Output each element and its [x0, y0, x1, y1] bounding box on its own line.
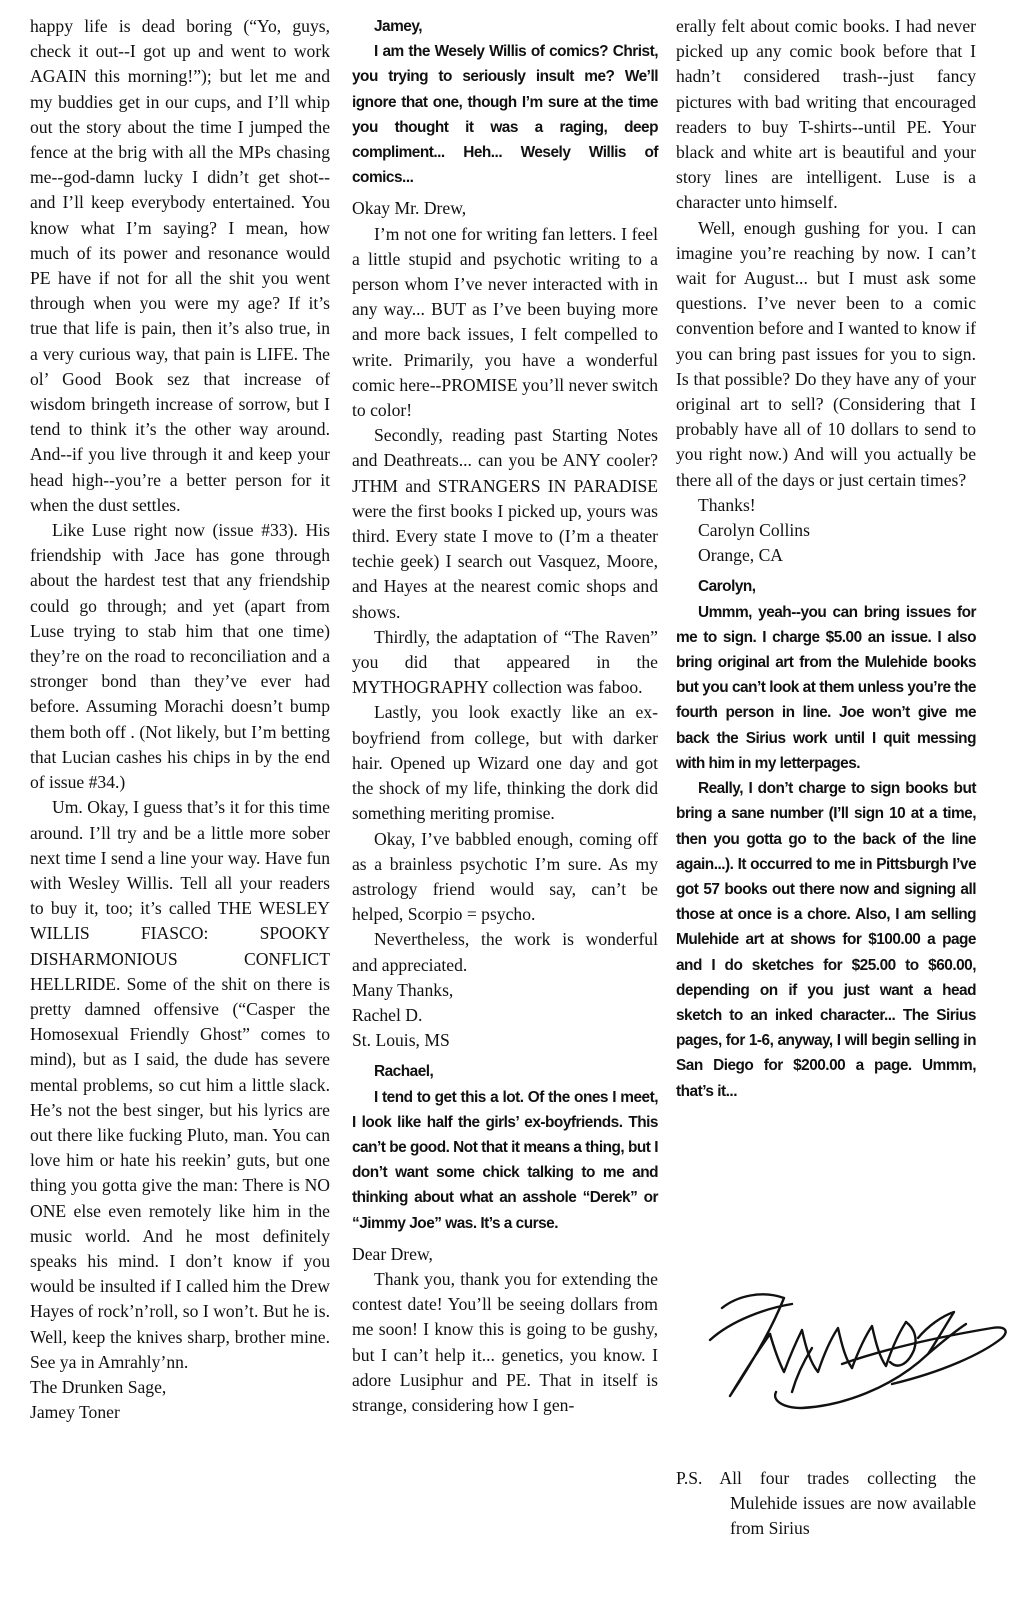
letter-paragraph: Like Luse right now (issue #33). His friendship with Jace has gone through about the hardest test that any friendship could go through; and yet (apart from Luse trying to stab him that one time) they’re on the road to reconciliation and a stronger bond than they’ve ever had before. Assuming Morachi doesn’t bump them both off . (Not likely, but I’m betting that Lucian cashes his chips in by the end of issue #34.)	[30, 520, 330, 793]
letter-signoff: The Drunken Sage,	[30, 1376, 167, 1397]
letter-paragraph: Secondly, reading past Starting Notes and Deathreats... can you be ANY cooler? JTHM and STRANGERS IN PARADISE were the first books I picked up, yours was third. Every state I move to (I’m a theater techie geek) I search out Vasquez, Moore, and Hayes at the nearest comic shops and shows.	[352, 425, 658, 622]
reply-salutation: Rachael,	[374, 1063, 434, 1081]
reply-salutation: Jamey,	[374, 18, 423, 35]
postscript-text: P.S. All four trades collecting the Mulehide issues are now available from Sirius	[676, 1468, 976, 1539]
letter-paragraph: Well, enough gushing for you. I can imagine you’re reaching by now. I can’t wait for August... but I must ask some questions. I’ve never been to a comic convention before and I wanted to know if you can bring past issues for you to sign. Is that possible? Do they have any of your original art to sell? (Considering that I probably have all of 10 dollars to send to you right now.) And will you actually be there all of the days or just certain times?	[676, 217, 976, 490]
letter-author: Carolyn Collins	[698, 520, 810, 541]
letter-paragraph: Thirdly, the adaptation of “The Raven” you did that appeared in the MYTHOGRAPHY collection was faboo.	[352, 626, 658, 698]
reply-body: Ummm, yeah--you can bring issues for me to sign. I charge $5.00 an issue. I also bring original art from the Mulehide books but you can’t look at them unless you’re the fourth person in line. Joe won’t give me back the Sirius work until I quit messing with him in my letterpages.	[676, 603, 976, 772]
reply-body: I tend to get this a lot. Of the ones I meet, I look like half the girls’ ex-boyfriends. This can’t be good. Not that it means a thing, but I don’t want some chick talking to me and thinking about what an asshole “Derek” or “Jimmy Joe” was. It’s a curse.	[352, 1088, 658, 1232]
letter-paragraph: Okay, I’ve babbled enough, coming off as a brainless psychotic I’m sure. As my astrology friend would say, can’t be helped, Scorpio = psycho.	[352, 828, 658, 925]
letter-signoff: Thanks!	[698, 494, 756, 515]
letter-salutation: Okay Mr. Drew,	[352, 198, 467, 219]
letter-signoff: Many Thanks,	[352, 979, 454, 1000]
signature	[692, 1268, 1012, 1488]
letter-author: Rachel D.	[352, 1004, 423, 1025]
letter-location: St. Louis, MS	[352, 1030, 450, 1051]
letter-paragraph: erally felt about comic books. I had never picked up any comic book before that I hadn’t considered trash--just fancy pictures with bad writing that encouraged readers to buy T-shirts--until PE. Your black and white art is beautiful and your story lines are intelligent. Luse is a character unto himself.	[676, 16, 976, 213]
letter-paragraph: Lastly, you look exactly like an ex-boyfriend from college, but with darker hair. Opened up Wizard one day and got the shock of my life, thinking the dork did something meriting promise.	[352, 702, 658, 824]
letter-author: Jamey Toner	[30, 1402, 120, 1423]
letter-paragraph: I’m not one for writing fan letters. I feel a little stupid and psychotic writing to a person whom I’ve never interacted with in any way... BUT as I’ve been buying more and more back issues, I felt compelled to write. Primarily, you have a wonderful comic here--PROMISE you’ll never switch to color!	[352, 223, 658, 421]
letter-paragraph: Nevertheless, the work is wonderful and appreciated.	[352, 929, 658, 975]
column-right	[676, 14, 976, 1104]
letter-paragraph: Thank you, thank you for extending the contest date! You’ll be seeing dollars from me soon! I know this is going to be gushy, but I can’t help it... genetics, you know. I adore Lusiphur and PE. That in itself is strange, considering how I gen-	[352, 1268, 658, 1415]
letter-paragraph: happy life is dead boring (“Yo, guys, check it out--I got up and went to work AGAIN this morning!”); but let me and my buddies get in our cups, and I’ll whip out the story about the time I jumped the fence at the brig with all the MPs chasing me--god-damn lucky I didn’t get shot--and I’ll keep everybody entertained. You know what I’m saying? I mean, how much of its power and resonance would PE have if not for all the shit you went through when you were my age? If it’s true that life is pain, then it’s also true, in a very curious way, that pain is LIFE. The ol’ Good Book sez that increase of wisdom bringeth increase of sorrow, but I tend to think it’s the other way around. And--if you live through it and keep your head high--you’re a better person for it when the dust settles.	[30, 16, 330, 515]
letter-paragraph: Um. Okay, I guess that’s it for this time around. I’ll try and be a little more sober next time I send a line your way. Have fun with Wesley Willis. Tell all your readers to buy it, too; it’s called THE WESLEY WILLIS FIASCO: SPOOKY DISHARMONIOUS CONFLICT HELLRIDE. Some of the shit on there is pretty damned offensive (“Casper the Homosexual Friendly Ghost” comes to mind), but as I said, the dude has severe mental problems, so cut him a little slack. He’s not the best singer, but his lyrics are out there like fucking Pluto, man. You can love him or hate his reekin’ guts, but one thing you gotta give the man: There is NO ONE else even remotely like him in the music world. And he most definitely speaks his mind. I don’t know if you would be insulted if I called him the Drew Hayes of rock’n’roll, so I won’t. But he is. Well, keep the knives sharp, brother mine. See ya in Amrahly’nn.	[30, 797, 330, 1372]
reply-body: Really, I don’t charge to sign books but bring a sane number (I’ll sign 10 at a time, then you gotta go to the back of the line again...). It occurred to me in Pittsburgh I’ve got 57 books out there now and signing all those at once is a chore. Also, I am selling Mulehide art at shows for $100.00 a page and I do sketches for $25.00 to $60.00, depending on if you just want a head sketch to an inked character... The Sirius pages, for 1-6, anyway, I will begin selling in San Diego for $200.00 a page. Ummm, that’s it...	[676, 780, 976, 1100]
reply-body: I am the Wesely Willis of comics? Christ, you trying to seriously insult me? We’ll ignore that one, though I’m sure at the time you thought it was a raging, deep compliment... Heh... Wesely Willis of comics...	[352, 43, 658, 187]
column-left	[30, 14, 330, 1425]
letter-salutation: Dear Drew,	[352, 1243, 433, 1264]
reply-salutation: Carolyn,	[698, 578, 756, 596]
column-middle	[352, 14, 658, 1418]
signature-scribble	[692, 1268, 1012, 1468]
letter-location: Orange, CA	[698, 545, 784, 566]
postscript	[676, 1466, 976, 1542]
